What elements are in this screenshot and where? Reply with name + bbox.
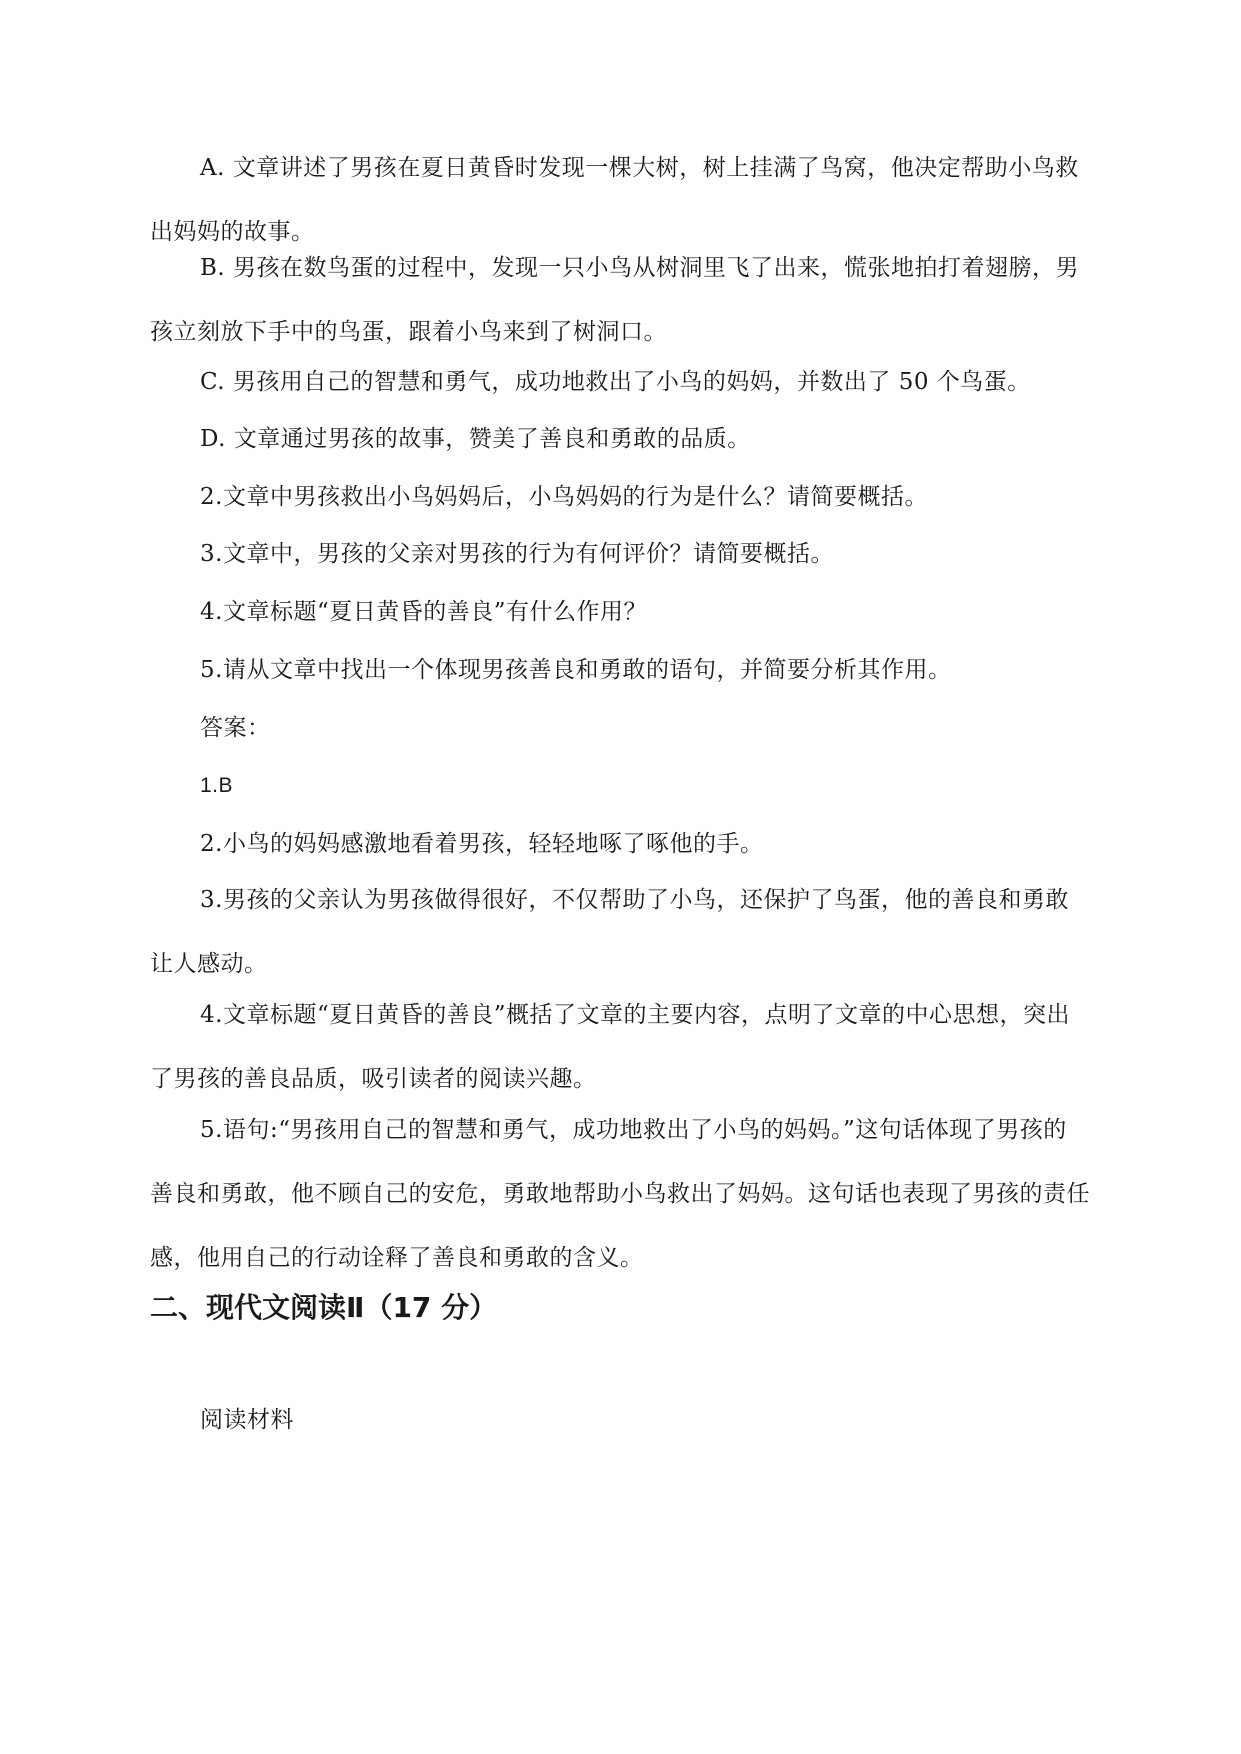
option-b: B. 男孩在数鸟蛋的过程中，发现一只小鸟从树洞里飞了出来，慌张地拍打着翅膀，男孩立刻放下手中的鸟蛋，跟着小鸟来到了树洞口。 <box>150 255 1080 345</box>
option-a: A. 文章讲述了男孩在夏日黄昏时发现一棵大树，树上挂满了鸟窝，他决定帮助小鸟救出妈妈的故事。 <box>150 155 1079 245</box>
question-4: 4.文章标题“夏日黄昏的善良”有什么作用？ <box>200 599 647 625</box>
option-c: C. 男孩用自己的智慧和勇气，成功地救出了小鸟的妈妈，并数出了 50 个鸟蛋。 <box>200 369 1031 395</box>
question-5: 5.请从文章中找出一个体现男孩善良和勇敢的语句，并简要分析其作用。 <box>200 657 952 683</box>
section-heading: 二、现代文阅读Ⅱ（17 分） <box>150 1291 498 1324</box>
answer-4: 4.文章标题“夏日黄昏的善良”概括了文章的主要内容，点明了文章的中心思想，突出了男孩的善良品质，吸引读者的阅读兴趣。 <box>150 1002 1070 1092</box>
reading-material-label: 阅读材料 <box>200 1407 294 1433</box>
answer-3: 3.男孩的父亲认为男孩做得很好，不仅帮助了小鸟，还保护了鸟蛋，他的善良和勇敢让人感动。 <box>150 887 1069 977</box>
answer-label: 答案： <box>200 715 271 741</box>
question-2: 2.文章中男孩救出小鸟妈妈后，小鸟妈妈的行为是什么？请简要概括。 <box>200 484 928 510</box>
option-d: D. 文章通过男孩的故事，赞美了善良和勇敢的品质。 <box>200 426 751 452</box>
answer-5: 5.语句:“男孩用自己的智慧和勇气，成功地救出了小鸟的妈妈。”这句话体现了男孩的善良和勇敢，他不顾自己的安危，勇敢地帮助小鸟救出了妈妈。这句话也表现了男孩的责任感，他用自己的行动诠释了善良和勇敢的含义。 <box>150 1117 1090 1271</box>
answer-1: 1.B <box>200 774 234 797</box>
answer-2: 2.小鸟的妈妈感激地看着男孩，轻轻地啄了啄他的手。 <box>200 831 764 857</box>
question-3: 3.文章中，男孩的父亲对男孩的行为有何评价？请简要概括。 <box>200 541 834 567</box>
